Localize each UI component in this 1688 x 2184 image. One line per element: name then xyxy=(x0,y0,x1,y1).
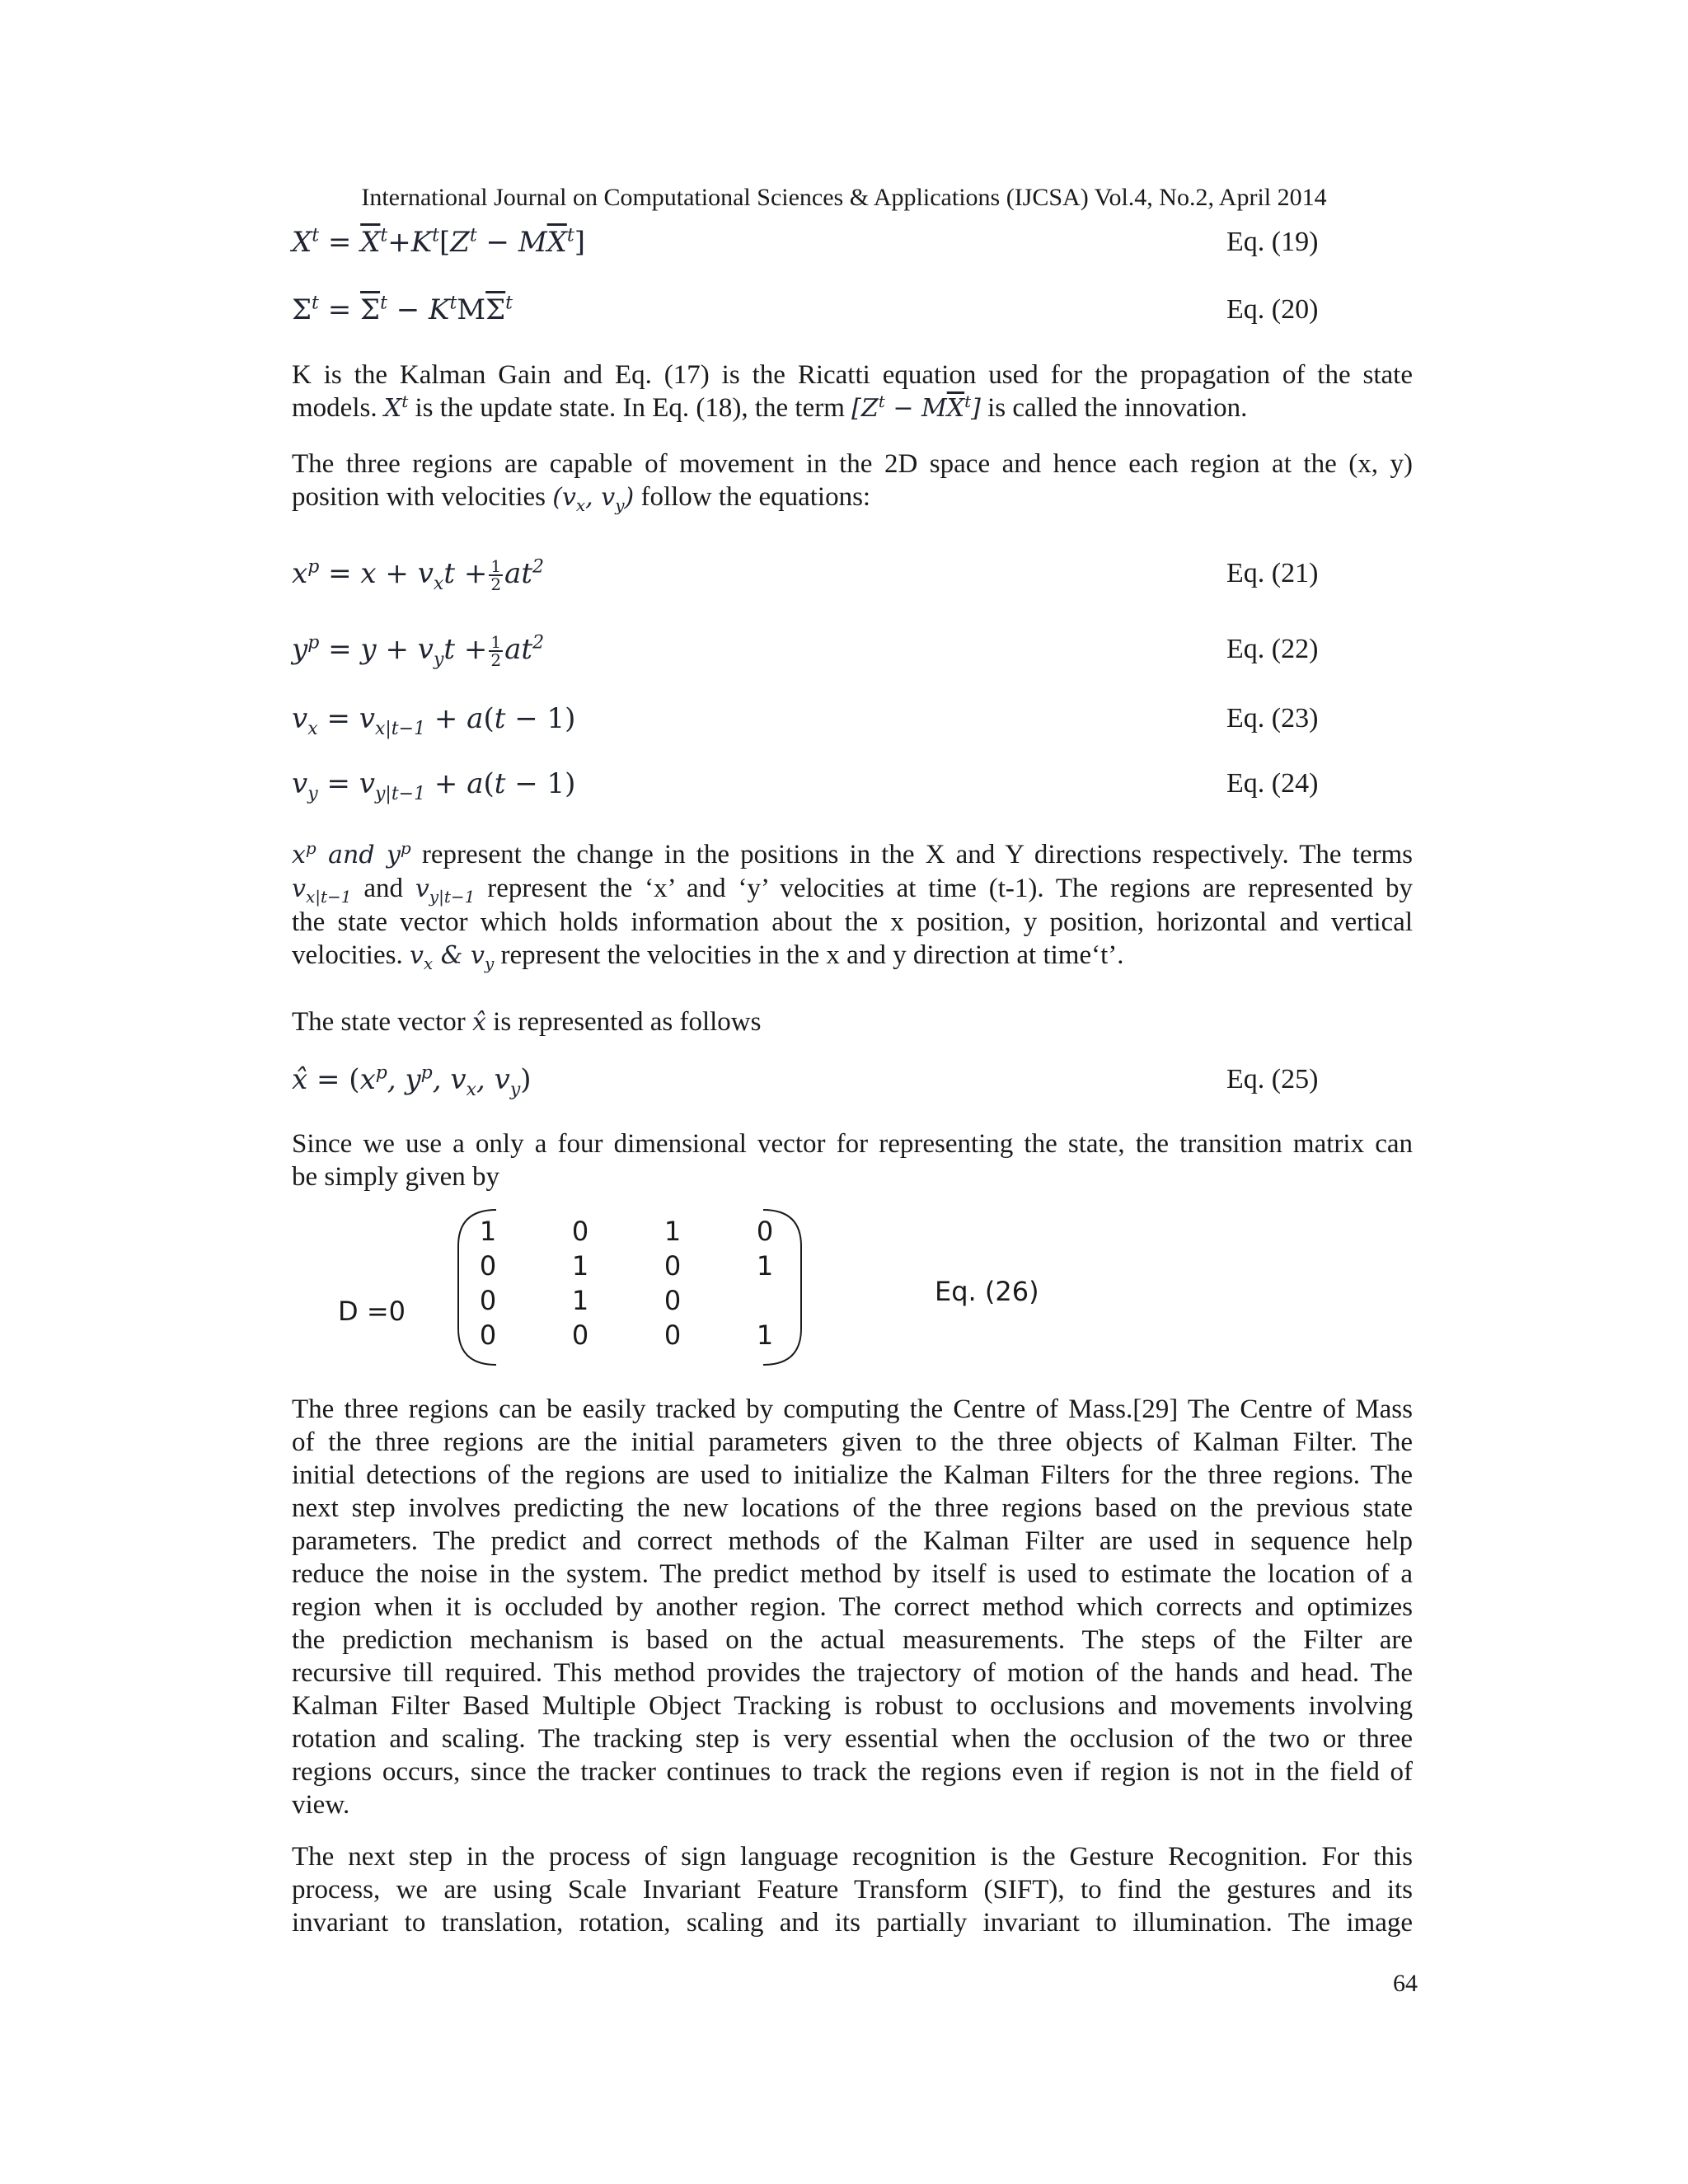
equation-25-row xyxy=(292,1058,1319,1101)
text-line: view. xyxy=(292,1790,350,1820)
inline-math-vx-prev: $v_{x|t-1}$ xyxy=(292,874,352,907)
equation-24-row xyxy=(292,762,1319,805)
inline-math-xp-yp: $x^p$ and $y^p$ xyxy=(292,838,411,869)
transition-matrix xyxy=(457,1205,803,1366)
equation-19: $X^t = \overline{X}^t+K^t[Z^t - M\overline{X}^t]$ xyxy=(292,225,585,259)
running-header: International Journal on Computational Sciences & Applications (IJCSA) Vol.4, No.2, April 2014 xyxy=(361,184,1327,211)
text-line: the state vector which holds information about the x position, y position, horizontal and vertical xyxy=(292,907,1413,937)
matrix-cell: 0 xyxy=(571,1216,589,1247)
text-line: $x^p$ and $y^p$ represent the change in the positions in the X and Y directions respectively. The terms xyxy=(292,838,1413,869)
paragraph-position-change xyxy=(292,838,1413,972)
paragraph-kalman-gain xyxy=(292,359,1413,425)
text-line: The next step in the process of sign language recognition is the Gesture Recognition. For this xyxy=(292,1842,1413,1872)
matrix-cell: 0 xyxy=(663,1285,682,1316)
matrix-label: D =0 xyxy=(338,1296,406,1327)
matrix-cell: 1 xyxy=(756,1250,774,1282)
inline-math-vy-prev: $v_{y|t-1}$ xyxy=(415,874,476,907)
inline-math-state-vector: x̂ xyxy=(471,1008,486,1037)
inline-math-velocities: ($v_x$, $v_y$) xyxy=(552,483,635,515)
text-line: The state vector x̂ is represented as follows xyxy=(292,1007,762,1037)
text-line: The three regions are capable of movement in the 2D space and hence each region at the (x, y) xyxy=(292,449,1413,479)
text-line: next step involves predicting the new locations of the three regions based on the previous state xyxy=(292,1493,1413,1523)
text-line: models. $X^t$ is the update state. In Eq. (18), the term $[Z^t - M\overline{X}^t]$ is called the innovation. xyxy=(292,391,1248,423)
matrix-cell: 0 xyxy=(663,1319,682,1351)
text-line: velocities. $v_x$ & $v_y$ represent the velocities in the x and y direction at time‘t’. xyxy=(292,940,1124,973)
equation-22-row xyxy=(292,628,1319,671)
equation-24: $v_y = v_{y|t-1} + a(t - 1)$ xyxy=(292,767,576,804)
inline-math-update-state: $X^t$ xyxy=(383,391,409,423)
text-line: rotation and scaling. The tracking step is very essential when the occlusion of the two or three xyxy=(292,1724,1413,1754)
equation-23: $v_x = v_{x|t-1} + a(t - 1)$ xyxy=(292,702,576,739)
text-line: K is the Kalman Gain and Eq. (17) is the Ricatti equation used for the propagation of the state xyxy=(292,360,1413,390)
page-number: 64 xyxy=(1393,1970,1418,1997)
matrix-cell: 1 xyxy=(571,1250,589,1282)
text-line: recursive till required. This method provides the trajectory of motion of the hands and head. The xyxy=(292,1658,1413,1688)
equation-22-number: Eq. (22) xyxy=(1226,634,1319,664)
paragraph-state-vector xyxy=(292,1005,1413,1039)
text-line: position with velocities ($v_x$, $v_y$) follow the equations: xyxy=(292,482,871,515)
paragraph-regions-movement xyxy=(292,448,1413,514)
text-line: be simply given by xyxy=(292,1162,500,1192)
equation-19-row xyxy=(292,221,1319,264)
equation-21-row xyxy=(292,552,1319,595)
text-line: reduce the noise in the system. The predict method by itself is used to estimate the location of a xyxy=(292,1559,1413,1589)
equation-23-row xyxy=(292,697,1319,740)
matrix-cell: 0 xyxy=(479,1250,497,1282)
equation-25-number: Eq. (25) xyxy=(1226,1064,1319,1094)
text-line: The three regions can be easily tracked by computing the Centre of Mass.[29] The Centre of Mass xyxy=(292,1394,1413,1424)
paragraph-gesture-recognition xyxy=(292,1840,1413,1939)
equation-26-number: Eq. (26) xyxy=(935,1276,1039,1307)
matrix-cell: 0 xyxy=(479,1285,497,1316)
text-line: regions occurs, since the tracker continues to track the regions even if region is not in the field of xyxy=(292,1757,1413,1787)
equation-20-number: Eq. (20) xyxy=(1226,294,1319,325)
text-line: region when it is occluded by another region. The correct method which corrects and optimizes xyxy=(292,1592,1413,1622)
paragraph-centre-of-mass xyxy=(292,1393,1413,1821)
matrix-cell: 0 xyxy=(571,1319,589,1351)
text-line: process, we are using Scale Invariant Feature Transform (SIFT), to find the gestures and its xyxy=(292,1875,1413,1905)
text-line: Kalman Filter Based Multiple Object Tracking is robust to occlusions and movements involving xyxy=(292,1691,1413,1721)
matrix-cell: 1 xyxy=(479,1216,497,1247)
text-line: invariant to translation, rotation, scaling and its partially invariant to illumination. The image xyxy=(292,1908,1413,1938)
matrix-cell: 1 xyxy=(756,1319,774,1351)
equation-22: $y^p = y + v_yt$ + $\frac{1}{2}$ $at^2$ xyxy=(292,632,545,670)
equation-20: $\Sigma^t = \overline{\Sigma}^t - K^tM\overline{\Sigma}^t$ xyxy=(292,293,513,326)
equation-20-row xyxy=(292,288,1319,331)
matrix-cell: 0 xyxy=(663,1250,682,1282)
matrix-cell: 0 xyxy=(479,1319,497,1351)
equation-19-number: Eq. (19) xyxy=(1226,227,1319,257)
equation-21-number: Eq. (21) xyxy=(1226,558,1319,588)
text-line: the prediction mechanism is based on the actual measurements. The steps of the Filter are xyxy=(292,1625,1413,1655)
text-line: $v_{x|t-1}$ and $v_{y|t-1}$ represent the ‘x’ and ‘y’ velocities at time (t-1). The regions are represented by xyxy=(292,874,1414,907)
text-line: of the three regions are the initial parameters given to the three objects of Kalman Filter. The xyxy=(292,1427,1413,1457)
matrix-cell: 1 xyxy=(571,1285,589,1316)
matrix-cell: 0 xyxy=(756,1216,774,1247)
inline-math-vx-vy: $v_x$ & $v_y$ xyxy=(409,941,495,973)
equation-21: $x^p = x + v_xt$ + $\frac{1}{2}$ $at^2$ xyxy=(292,556,544,594)
paragraph-transition-matrix xyxy=(292,1127,1413,1193)
equation-23-number: Eq. (23) xyxy=(1226,703,1319,733)
text-line: initial detections of the regions are used to initialize the Kalman Filters for the three regions. The xyxy=(292,1460,1413,1490)
transition-matrix-equation xyxy=(292,1203,1363,1368)
text-line: parameters. The predict and correct methods of the Kalman Filter are used in sequence help xyxy=(292,1526,1413,1556)
equation-24-number: Eq. (24) xyxy=(1226,768,1319,799)
equation-25: x̂ = ($x^p$, $y^p$, $v_x$, $v_y$) xyxy=(292,1062,532,1100)
inline-math-innovation: $[Z^t - M\overline{X}^t]$ xyxy=(851,391,981,423)
matrix-cell: 1 xyxy=(663,1216,682,1247)
text-line: Since we use a only a four dimensional vector for representing the state, the transition matrix can xyxy=(292,1129,1413,1159)
